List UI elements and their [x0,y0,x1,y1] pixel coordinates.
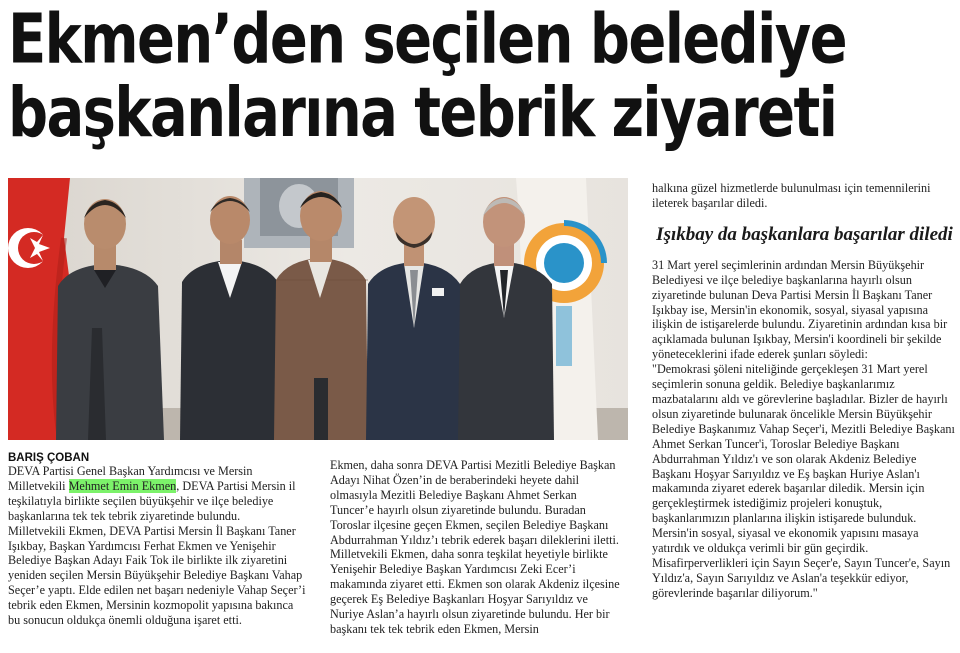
paragraph: Milletvekili Ekmen, DEVA Partisi Mersin İl Başkanı Taner Işıkbay, Başkan Yardımcısı Ferhat Ekmen ve Yenişehir Belediye Başkan Adayı Faik Tok ile birlikte ilk ziyaretini yeniden seçilen Mersin Büyükşehir Belediye Başkanı Vahap Seçer’e yaptı. Elde edilen net başarı nedeniyle Vahap Seçer’i tebrik eden Ekmen, Mersinin kozmopolit yapısına bakınca bu sonucun oldukça önemli olduğuna işaret etti. [8,523,306,628]
paragraph: Ekmen, daha sonra DEVA Partisi Mezitli Belediye Başkan Adayı Nihat Özen’in de beraberindeki heyete dahil olmasıyla Mezitli Belediye Başkanı Ahmet Serkan Tuncer’e hayırlı olsun ziyaretinde bulundu. Buradan Toroslar ilçesine geçen Ekmen, seçilen Belediye Başkanı Abdurrahman Yıldız’ı tebrik ederek başarı dileklerini iletti. [330,458,619,547]
article-photo [8,178,628,440]
section-subheading: Işıkbay da başkanlara başarılar diledi [656,223,953,245]
article-column-3 [652,181,957,601]
article-headline [8,0,954,153]
paragraph: Milletvekili Ekmen, daha sonra teşkilat heyetiyle birlikte Yenişehir Belediye Başkan Yardımcısı Zeki Ecer’i makamında ziyaret etti. Ekmen son olarak Akdeniz ilçesine geçerek Eş Belediye Başkanları Hoşyar Sarıyıldız ve Nuriye Aslan’a hayırlı olsun ziyaretinde bulundu. Her bir başkanı tek tek tebrik eden Ekmen, Mersin [330,547,620,636]
article-byline: BARIŞ ÇOBAN [8,452,90,464]
paragraph [8,464,308,524]
headline-line-1: Ekmen’den seçilen belediye [8,0,847,80]
article-column-2 [330,458,620,637]
paragraph-text: DEVA Partisi Genel Başkan Yardımcısı ve Mersin Milletvekili [8,464,253,493]
headline-line-2: başkanlarına tebrik ziyareti [8,73,837,153]
group-photo-illustration [8,178,628,440]
paragraph: halkına güzel hizmetlerde bulunulması için temennilerini ileterek başarılar diledi. [652,181,931,210]
highlighted-name: Mehmet Emin Ekmen [68,478,177,493]
article-column-1 [8,464,308,628]
paragraph-text: , DEVA Partisi Mersin il teşkilatıyla birlikte seçilen büyükşehir ve ilçe belediye başkanlarına tek tek tebrik ziyaretinde bulundu. [8,478,296,523]
quote-paragraph: "Demokrasi şöleni niteliğinde gerçekleşen 31 Mart yerel seçimlerin sonuna geldik. Belediye başkanlarımız mazbatalarını aldı ve görevlerine başladılar. Bizler de hayırlı olsun ziyaretinde bulunarak öncelikle Mersin Büyükşehir Belediye Başkanımız Vahap Seçer'i, Mezitli Belediye Başkanı Ahmet Serkan Tuncer'i, Toroslar Belediye Başkanı Abdurrahman Yıldız'ı ve son olarak Akdeniz Belediye Başkanı Hoşyar Sarıyıldız ve Eş başkan Huriye Aslan'ı makamında ziyaret ederek başarılar diledik. Mersin için gerçekleştirmek istediğimiz projeleri konuştuk, başkanlarımızın planlarına ilişkin istişarede bulunduk. Mersin'in sosyal, siyasal ve ekonomik yapısını masaya yatırdık ve oldukça verimli bir gün geçirdik. Misafirperverlikleri için Sayın Seçer'e, Sayın Tuncer'e, Sayın Yıldız'a, Sayın Sarıyıldız ve Aslan'a teşekkür ediyor, görevlerinde başarılar diliyorum." [652,362,955,600]
paragraph: 31 Mart yerel seçimlerinin ardından Mersin Büyükşehir Belediyesi ve ilçe belediye başkanlarına hayırlı olsun ziyaretinde bulunan Deva Partisi Mersin İl Başkanı Taner Işıkbay ise, Mersin'in ekonomik, sosyal, siyasal yapısına ilişkin de istişarelerde bulundu. Ziyaretinin ardından kısa bir açıklamada bulunan Işıkbay, Mersin'i koordineli bir şekilde yöneteceklerini ifade ederek şunları söyledi: [652,257,948,362]
